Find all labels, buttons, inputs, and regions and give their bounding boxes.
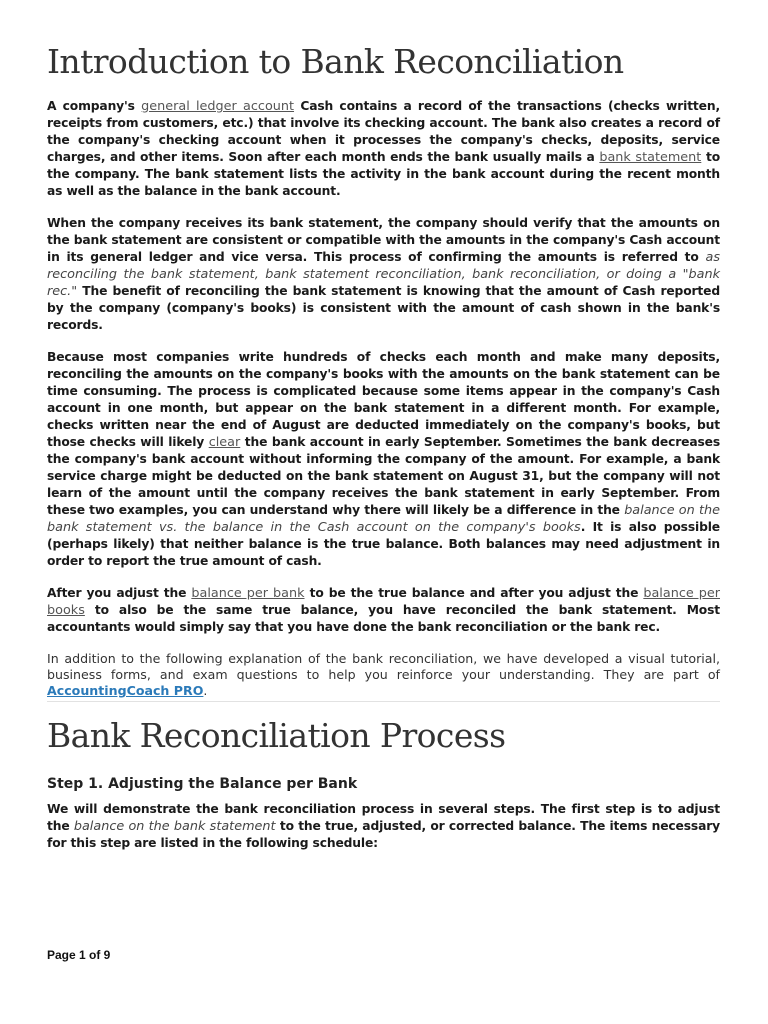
- paragraph-intro-3: [47, 349, 720, 570]
- paragraph-intro-5: [47, 651, 720, 699]
- text: to the company. The bank statement lists the activity in the bank account during the recent month as well as the balance in the bank account.: [47, 150, 720, 198]
- link-balance-per-books[interactable]: balance per books: [47, 586, 720, 618]
- text: When the company receives its bank statement, the company should verify that the amounts on the bank statement are consistent or compatible with the amounts in the company's Cash account in its general ledger and vice versa. This process of confirming the amounts is referred to: [47, 216, 720, 264]
- italic-text: as reconciling the bank statement, bank statement reconciliation, bank reconciliation, or doing a "bank rec.": [47, 250, 720, 299]
- paragraph-step-1: [47, 801, 720, 852]
- section-divider: [47, 701, 720, 702]
- link-balance-per-bank[interactable]: balance per bank: [191, 586, 305, 601]
- text: After you adjust the: [47, 586, 192, 600]
- italic-text: balance on the bank statement: [73, 819, 276, 834]
- link-general-ledger-account[interactable]: general ledger account: [141, 99, 295, 114]
- text: A company's: [47, 99, 142, 113]
- text: to also be the same true balance, you have reconciled the bank statement. Most accountants would simply say that you have done the bank reconciliation or the bank rec.: [47, 603, 720, 634]
- section-title-intro: Introduction to Bank Reconciliation: [47, 42, 624, 81]
- text: We will demonstrate the bank reconciliation process in several steps. The first step is to adjust the: [47, 802, 720, 833]
- paragraph-intro-1: [47, 98, 720, 200]
- step-1-heading: Step 1. Adjusting the Balance per Bank: [47, 776, 358, 792]
- text: the bank account in early September. Sometimes the bank decreases the company's bank account without informing the company of the amount. For example, a bank service charge might be deducted on the bank statement on August 31, but the company will not learn of the amount until the company receives the bank statement in early September. From these two examples, you can understand why there will likely be a difference in the: [47, 435, 721, 517]
- text: . It is also possible (perhaps likely) that neither balance is the true balance. Both balances may need adjustment in order to report the true amount of cash.: [47, 520, 720, 568]
- section-title-process: Bank Reconciliation Process: [47, 716, 506, 755]
- text: In addition to the following explanation of the bank reconciliation, we have developed a visual tutorial, business forms, and exam questions to help you reinforce your understanding. They are part of: [47, 651, 720, 682]
- link-bank-statement[interactable]: bank statement: [599, 150, 702, 165]
- text: to be the true balance and after you adjust the: [304, 586, 644, 600]
- text: to the true, adjusted, or corrected balance. The items necessary for this step are listed in the following schedule:: [47, 819, 721, 850]
- link-clear[interactable]: clear: [208, 435, 241, 450]
- text: .: [203, 683, 208, 698]
- text: Cash contains a record of the transactions (checks written, receipts from customers, etc.) that involve its checking account. The bank also creates a record of the company's checking account when it processes the company's checks, deposits, service charges, and other items. Soon after each month ends the bank usually mails a: [47, 99, 720, 164]
- text: The benefit of reconciling the bank statement is knowing that the amount of Cash reported by the company (company's books) is consistent with the amount of cash shown in the bank's records.: [47, 284, 720, 332]
- text: Because most companies write hundreds of checks each month and make many deposits, reconciling the amounts on the company's books with the amounts on the bank statement can be time consuming. The process is complicated because some items appear in the company's Cash account in one month, but appear on the bank statement in a different month. For example, checks written near the end of August are deducted immediately on the company's books, but those checks will likely: [47, 350, 720, 449]
- document-page: [47, 40, 720, 867]
- paragraph-intro-2: [47, 215, 720, 334]
- page-number: Page 1 of 9: [47, 948, 111, 962]
- link-accountingcoach-pro[interactable]: AccountingCoach PRO: [47, 683, 204, 698]
- italic-text: balance on the bank statement vs. the balance in the Cash account on the company's books: [47, 503, 720, 535]
- paragraph-intro-4: [47, 585, 720, 636]
